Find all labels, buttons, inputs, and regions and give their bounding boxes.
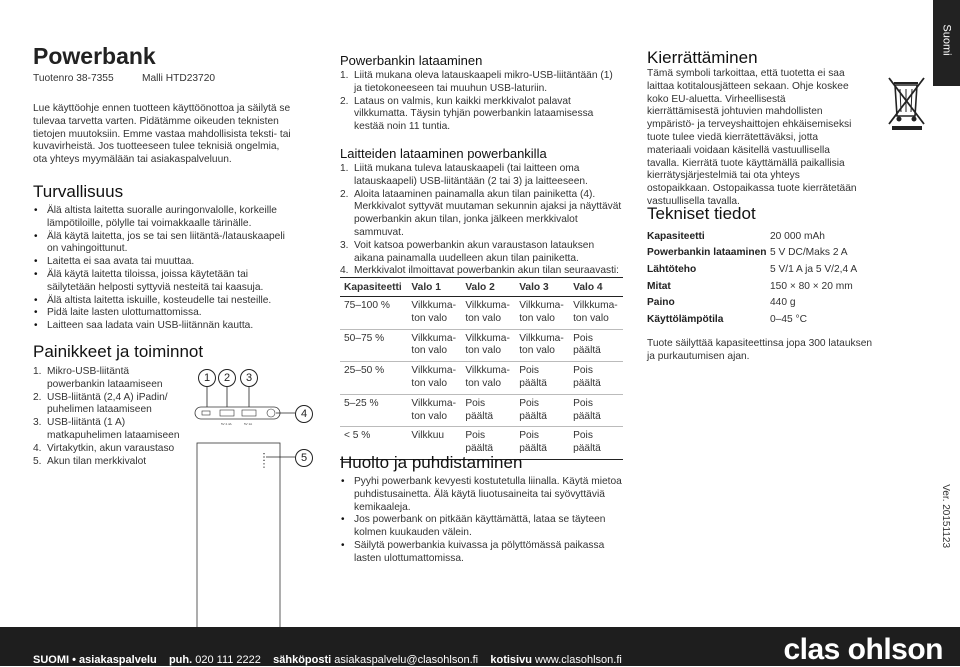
- footer-email-label: sähköposti: [273, 654, 332, 666]
- safety-item: • Älä käytä laitetta tiloissa, joissa käytetään tai säilytetään helposti syttyviä nesteitä tai kaasuja.: [33, 269, 293, 295]
- device-step-number: 3.: [340, 239, 349, 251]
- table-cell: Vilkkuma- ton valo: [407, 394, 461, 427]
- spec-value: 150 × 80 × 20 mm: [770, 280, 853, 292]
- spec-value: 20 000 mAh: [770, 230, 825, 242]
- intro-text: Lue käyttöohje ennen tuotteen käyttöönottoa ja säilytä se tulevaa tarvetta varten. Pidätämme oikeuden teknisten tietojen muutoksiin. Emme vastaa mahdollisista teksti- tai kuvavirheistä. Jos tuotteeseen tulee teknisiä ongelmia, ota yhteys myymälään tai asiakaspalveluun.: [33, 103, 291, 166]
- safety-item: • Laitteen saa ladata vain USB-liitännän kautta.: [33, 320, 293, 333]
- device-step: [340, 189, 623, 240]
- language-tab: [933, 0, 960, 86]
- device-step-number: 2.: [340, 188, 349, 200]
- language-tab-label: Suomi: [940, 24, 953, 56]
- spec-row: [647, 294, 857, 311]
- table-cell: Vilkkuu: [407, 427, 461, 460]
- spec-table: [647, 228, 857, 328]
- spec-key: Käyttölämpötila: [647, 313, 724, 325]
- care-list: [340, 476, 623, 566]
- spec-key: Powerbankin lataaminen: [647, 247, 767, 259]
- button-item: [33, 366, 183, 392]
- table-cell: Vilkkuma- ton valo: [461, 297, 515, 330]
- button-item-text: USB-liitäntä (1 A) matkapuhelimen lataamiseen: [47, 417, 180, 441]
- device-step-text: Merkkivalot ilmoittavat powerbankin akun tilan seuraavasti:: [354, 265, 619, 277]
- table-cell: 50–75 %: [340, 329, 407, 362]
- button-item-text: Virtakytkin, akun varaustaso: [47, 442, 175, 454]
- button-item-number: 3.: [33, 417, 42, 429]
- footer-country: SUOMI: [33, 654, 70, 666]
- device-step: [340, 163, 623, 189]
- button-item-text: USB-liitäntä (2,4 A) iPadin/ puhelimen lataamiseen: [47, 391, 168, 416]
- spec-row: [647, 228, 857, 245]
- spec-value: 5 V/1 A ja 5 V/2,4 A: [770, 263, 858, 275]
- care-item: • Säilytä powerbankia kuivassa ja pölyttömässä paikassa lasten ulottumattomissa.: [340, 540, 623, 566]
- table-cell: 75–100 %: [340, 297, 407, 330]
- device-step-text: Liitä mukana tuleva latauskaapeli (tai laitteen oma latauskaapeli) USB-liitäntään (2 tai 3) ja laitteeseen.: [354, 163, 588, 187]
- devices-heading: Laitteiden lataaminen powerbankilla: [340, 146, 547, 161]
- table-cell: Pois päältä: [461, 427, 515, 460]
- care-item: • Jos powerbank on pitkään käyttämättä, lataa se täyteen kolmen kuukauden välein.: [340, 514, 623, 540]
- table-header-cell: Valo 2: [461, 278, 515, 297]
- button-item-number: 5.: [33, 455, 42, 467]
- battery-indicator-table: [340, 277, 623, 460]
- safety-list: [33, 205, 293, 333]
- button-item: [33, 392, 183, 418]
- footer-phone: 020 111 2222: [195, 654, 261, 666]
- buttons-list: [33, 366, 183, 468]
- device-step-number: 1.: [340, 163, 349, 174]
- table-cell: Vilkkuma- ton valo: [569, 297, 623, 330]
- footer-web-label: kotisivu: [490, 654, 532, 666]
- devices-list: [340, 163, 623, 278]
- button-item: [33, 417, 183, 443]
- button-item-number: 2.: [33, 391, 42, 403]
- port-label-2: 5V 2.4A: [221, 422, 232, 426]
- table-cell: Pois päältä: [515, 362, 569, 395]
- table-cell: Vilkkuma- ton valo: [407, 297, 461, 330]
- footer-phone-label: puh.: [168, 654, 193, 666]
- charging-step-text: Lataus on valmis, kun kaikki merkkivalot palavat vilkkumatta. Täysin tyhjän powerbankin lataamisessa kestää noin 11 tuntia.: [354, 95, 594, 133]
- crossed-out-wheelie-bin-icon: [886, 76, 928, 132]
- table-header-cell: Valo 1: [407, 278, 461, 297]
- recycling-heading: Kierrättäminen: [647, 48, 758, 67]
- button-item-text: Akun tilan merkkivalot: [47, 455, 147, 467]
- charging-heading: Powerbankin lataaminen: [340, 53, 483, 68]
- table-cell: Pois päältä: [569, 427, 623, 460]
- button-item-text: Mikro-USB-liitäntä powerbankin lataamiseen: [47, 366, 163, 390]
- button-item: [33, 443, 183, 456]
- powerbank-diagram: [190, 365, 320, 630]
- safety-item: • Laitetta ei saa avata tai muuttaa.: [33, 256, 293, 269]
- device-step-text: Aloita lataaminen painamalla akun tilan painiketta (4). Merkkivalot syttyvät muutaman sekunnin ajaksi ja näyttävät powerbankin akun tilan, jonka jälkeen merkkivalot sammuvat.: [354, 188, 622, 238]
- table-row: [340, 362, 623, 395]
- table-cell: Vilkkuma- ton valo: [461, 362, 515, 395]
- device-step: [340, 240, 623, 266]
- table-row: [340, 329, 623, 362]
- device-step-number: 4.: [340, 265, 349, 277]
- callout-5: 5: [295, 449, 313, 467]
- brand-logo: clas ohlson: [783, 633, 943, 666]
- spec-value: 5 V DC/Maks 2 A: [770, 247, 848, 259]
- buttons-heading: Painikkeet ja toiminnot: [33, 342, 204, 361]
- footer-service-label: asiakaspalvelu: [79, 654, 157, 666]
- safety-item: • Älä käytä laitetta, jos se tai sen liitäntä-/latauskaapeli on vahingoittunut.: [33, 231, 293, 257]
- charging-step-number: 1.: [340, 70, 349, 81]
- table-cell: 25–50 %: [340, 362, 407, 395]
- table-header-cell: Valo 4: [569, 278, 623, 297]
- callout-1: 1: [198, 369, 216, 387]
- cycle-note: Tuote säilyttää kapasiteettinsa jopa 300 latauksen ja purkautumisen ajan.: [647, 338, 873, 362]
- table-row: [340, 297, 623, 330]
- table-cell: Pois päältä: [569, 394, 623, 427]
- table-cell: Vilkkuma- ton valo: [461, 329, 515, 362]
- table-cell: Vilkkuma- ton valo: [407, 362, 461, 395]
- button-item: [33, 456, 183, 469]
- table-cell: Pois päältä: [569, 362, 623, 395]
- model-number: Malli HTD23720: [142, 73, 216, 84]
- table-header-cell: Kapasiteetti: [340, 278, 407, 297]
- table-cell: Vilkkuma- ton valo: [515, 297, 569, 330]
- callout-2: 2: [218, 369, 236, 387]
- callout-4: 4: [295, 405, 313, 423]
- charging-list: [340, 70, 623, 134]
- recycling-text: Tämä symboli tarkoittaa, että tuotetta ei saa laittaa kotitalousjätteen sekaan. Ohje koskee koko EU-aluetta. Virheellisestä kierrättämisestä johtuvien mahdollisten ympäristö- ja terveyshaittojen ehkäisemiseksi tuote tulee viedä kierrätettäväksi, jotta materiaali voidaan käsitellä vastuullisella tavalla. Kierrätä tuote käyttämällä paikallisia kierrätysjärjestelmiä tai ota yhteys ostopaikkaan. Ostopaikassa tuote kierrätetään vastuullisella tavalla.: [647, 68, 857, 207]
- spec-row: [647, 311, 857, 328]
- table-cell: < 5 %: [340, 427, 407, 460]
- footer-bar: [0, 627, 960, 666]
- charging-step-number: 2.: [340, 95, 349, 107]
- safety-item: • Älä altista laitetta suoralle auringonvalolle, korkeille lämpötiloille, pölylle tai voimakkaalle tärinälle.: [33, 205, 293, 231]
- footer-bullet: •: [72, 654, 76, 666]
- spec-value: 440 g: [770, 297, 796, 309]
- footer-web[interactable]: www.clasohlson.fi: [535, 654, 622, 666]
- spec-key: Mitat: [647, 280, 671, 292]
- table-cell: Vilkkuma- ton valo: [515, 329, 569, 362]
- product-number: Tuotenro 38-7355: [33, 73, 114, 84]
- safety-item: • Pidä laite lasten ulottumattomissa.: [33, 307, 293, 320]
- table-cell: Pois päältä: [569, 329, 623, 362]
- spec-key: Kapasiteetti: [647, 230, 705, 242]
- callout-3: 3: [240, 369, 258, 387]
- table-cell: Pois päältä: [515, 394, 569, 427]
- button-item-number: 1.: [33, 366, 42, 377]
- footer-email[interactable]: asiakaspalvelu@clasohlson.fi: [334, 654, 479, 666]
- device-step-text: Voit katsoa powerbankin akun varaustason latauksen aikana painamalla uudelleen akun tilan painiketta.: [354, 239, 595, 264]
- charging-step: [340, 96, 623, 134]
- version-label: Ver. 20151123: [940, 484, 951, 548]
- spec-row: [647, 261, 857, 278]
- table-cell: Vilkkuma- ton valo: [407, 329, 461, 362]
- tech-heading: Tekniset tiedot: [647, 204, 756, 223]
- powerbank-outline: [190, 365, 320, 630]
- table-cell: Pois päältä: [461, 394, 515, 427]
- care-heading: Huolto ja puhdistaminen: [340, 453, 523, 472]
- product-title: Powerbank: [33, 43, 156, 69]
- charging-step: [340, 70, 623, 96]
- port-label-3: 5V 1A: [244, 422, 253, 426]
- button-item-number: 4.: [33, 442, 42, 454]
- safety-heading: Turvallisuus: [33, 182, 124, 201]
- table-cell: Pois päältä: [515, 427, 569, 460]
- care-item: • Pyyhi powerbank kevyesti kostutetulla liinalla. Käytä mietoa puhdistusainetta. Älä käytä liuotusaineita tai syövyttäviä kemikaaleja.: [340, 476, 623, 514]
- table-row: [340, 394, 623, 427]
- table-cell: 5–25 %: [340, 394, 407, 427]
- spec-key: Lähtöteho: [647, 263, 697, 275]
- charging-step-text: Liitä mukana oleva latauskaapeli mikro-USB-liitäntään (1) ja tietokoneeseen tai muuhun USB-laturiin.: [354, 70, 613, 94]
- table-header-cell: Valo 3: [515, 278, 569, 297]
- safety-item: • Älä altista laitetta iskuille, kosteudelle tai nesteille.: [33, 295, 293, 308]
- spec-key: Paino: [647, 297, 675, 309]
- spec-row: [647, 245, 857, 262]
- spec-row: [647, 278, 857, 295]
- spec-value: 0–45 °C: [770, 313, 807, 325]
- footer-contact: [33, 654, 622, 666]
